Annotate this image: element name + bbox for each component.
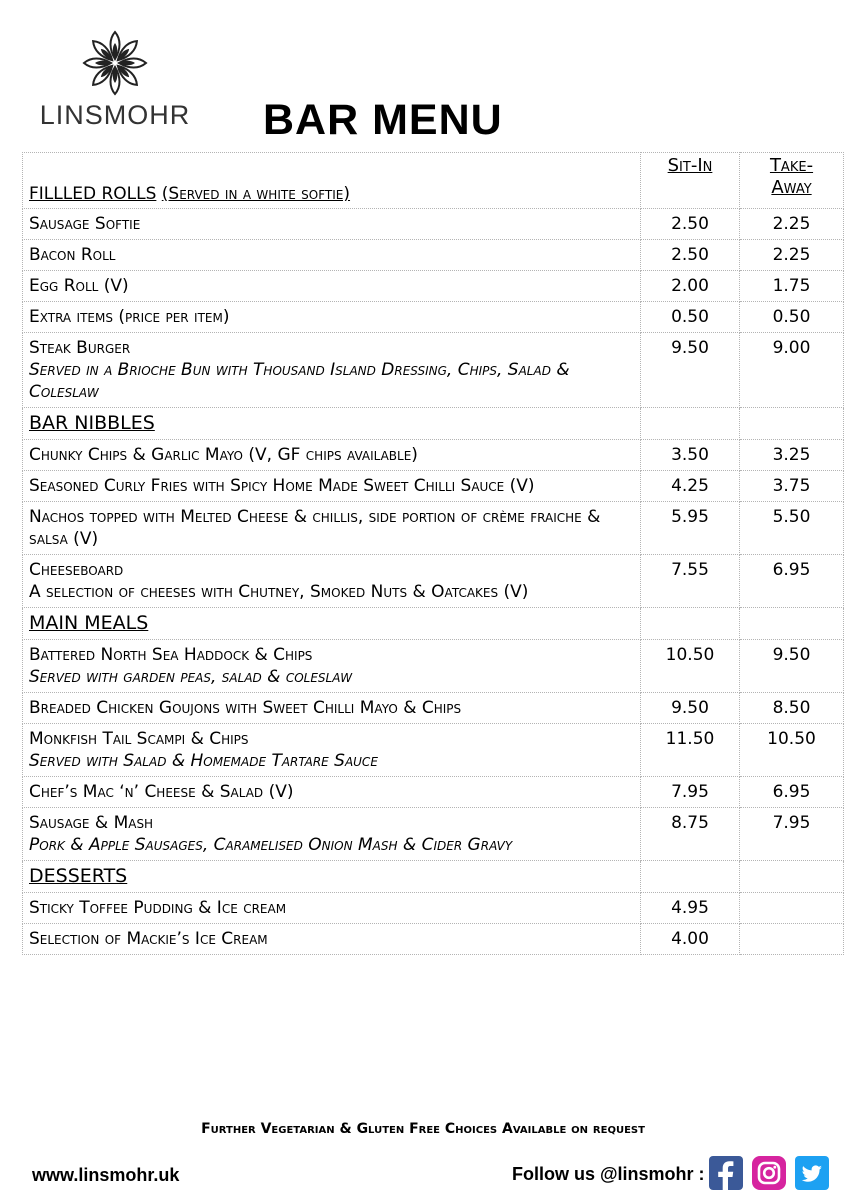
take-away-column-header — [740, 153, 844, 209]
menu-item-name: Bacon Roll — [29, 245, 116, 265]
section-heading-row — [23, 861, 844, 893]
menu-item-name: Seasoned Curly Fries with Spicy Home Made Sweet Chilli Sauce (V) — [29, 476, 535, 496]
menu-item-cell — [23, 471, 641, 502]
menu-item-cell — [23, 893, 641, 924]
take-away-price: 1.75 — [740, 271, 844, 302]
menu-item-name: Chunky Chips & Garlic Mayo (V, GF chips available) — [29, 445, 418, 465]
menu-item-row — [23, 471, 844, 502]
take-away-header-line1: Take- — [769, 155, 814, 176]
take-away-price: 8.50 — [740, 693, 844, 724]
sit-in-column-header: Sit-In — [641, 153, 740, 209]
sit-in-price: 5.95 — [641, 502, 740, 555]
follow-text: Follow us @linsmohr : — [512, 1164, 705, 1184]
sit-in-price: 4.00 — [641, 924, 740, 955]
take-away-header-line2: Away — [771, 177, 812, 198]
menu-item-name: Steak Burger — [29, 338, 131, 358]
menu-item-name: Breaded Chicken Goujons with Sweet Chilli Mayo & Chips — [29, 698, 462, 718]
empty-price-cell — [641, 608, 740, 640]
menu-item-row — [23, 502, 844, 555]
take-away-price: 6.95 — [740, 777, 844, 808]
flower-logo-icon — [82, 30, 148, 96]
menu-item-row — [23, 893, 844, 924]
sit-in-price: 7.55 — [641, 555, 740, 608]
section-heading-cell — [23, 153, 641, 209]
menu-item-cell — [23, 271, 641, 302]
sit-in-price: 8.75 — [641, 808, 740, 861]
section-heading: FILLLED ROLLS — [29, 184, 157, 204]
twitter-icon[interactable] — [795, 1156, 829, 1190]
sit-in-price: 2.00 — [641, 271, 740, 302]
take-away-price: 3.75 — [740, 471, 844, 502]
menu-item-name: Monkfish Tail Scampi & Chips — [29, 729, 249, 749]
menu-item-row — [23, 724, 844, 777]
take-away-price: 3.25 — [740, 440, 844, 471]
menu-item-row — [23, 209, 844, 240]
take-away-price: 10.50 — [740, 724, 844, 777]
instagram-icon[interactable] — [752, 1156, 786, 1190]
take-away-price: 2.25 — [740, 209, 844, 240]
menu-item-cell — [23, 777, 641, 808]
take-away-price: 5.50 — [740, 502, 844, 555]
menu-item-cell — [23, 693, 641, 724]
sit-in-price: 4.25 — [641, 471, 740, 502]
menu-item-row — [23, 777, 844, 808]
empty-price-cell — [641, 861, 740, 893]
menu-item-row — [23, 302, 844, 333]
sit-in-price: 11.50 — [641, 724, 740, 777]
empty-price-cell — [740, 408, 844, 440]
menu-item-detail: A selection of cheeses with Chutney, Smoked Nuts & Oatcakes (V) — [29, 582, 529, 602]
section-heading: DESSERTS — [29, 865, 128, 887]
sit-in-price: 3.50 — [641, 440, 740, 471]
brand-name: LINSMOHR — [39, 100, 191, 130]
empty-price-cell — [641, 408, 740, 440]
menu-item-name: Cheeseboard — [29, 560, 124, 580]
menu-item-name: Extra items (price per item) — [29, 307, 230, 327]
take-away-price — [740, 893, 844, 924]
menu-item-name: Selection of Mackie’s Ice Cream — [29, 929, 268, 949]
sit-in-price: 9.50 — [641, 693, 740, 724]
menu-item-row — [23, 693, 844, 724]
sit-in-price: 4.95 — [641, 893, 740, 924]
menu-item-row — [23, 924, 844, 955]
section-heading-cell — [23, 608, 641, 640]
menu-item-name: Sausage & Mash — [29, 813, 154, 833]
menu-item-cell — [23, 302, 641, 333]
menu-item-name: Sausage Softie — [29, 214, 141, 234]
empty-price-cell — [740, 608, 844, 640]
menu-item-name: Egg Roll (V) — [29, 276, 129, 296]
menu-body — [23, 153, 844, 955]
logo — [30, 30, 200, 131]
take-away-price: 0.50 — [740, 302, 844, 333]
menu-item-row — [23, 555, 844, 608]
menu-item-cell — [23, 724, 641, 777]
empty-price-cell — [740, 861, 844, 893]
header-row — [23, 153, 844, 209]
sit-in-price: 10.50 — [641, 640, 740, 693]
page-title: BAR MENU — [263, 96, 503, 144]
menu-item-row — [23, 333, 844, 408]
section-heading-cell — [23, 408, 641, 440]
take-away-price: 2.25 — [740, 240, 844, 271]
menu-item-cell — [23, 924, 641, 955]
menu-item-description: Pork & Apple Sausages, Caramelised Onion Mash & Cider Gravy — [29, 835, 513, 855]
take-away-price: 6.95 — [740, 555, 844, 608]
take-away-price: 9.50 — [740, 640, 844, 693]
take-away-price: 9.00 — [740, 333, 844, 408]
menu-item-cell — [23, 440, 641, 471]
section-heading: MAIN MEALS — [29, 612, 149, 634]
menu-item-cell — [23, 640, 641, 693]
menu-item-row — [23, 240, 844, 271]
menu-item-cell — [23, 209, 641, 240]
menu-item-description: Served with garden peas, salad & coleslaw — [29, 667, 353, 687]
section-heading-cell — [23, 861, 641, 893]
menu-item-cell — [23, 808, 641, 861]
take-away-price: 7.95 — [740, 808, 844, 861]
menu-item-row — [23, 640, 844, 693]
menu-item-cell — [23, 333, 641, 408]
sit-in-price: 0.50 — [641, 302, 740, 333]
facebook-icon[interactable] — [709, 1156, 743, 1190]
section-heading: BAR NIBBLES — [29, 412, 155, 434]
sit-in-price: 2.50 — [641, 240, 740, 271]
menu-item-row — [23, 440, 844, 471]
menu-item-name: Sticky Toffee Pudding & Ice cream — [29, 898, 287, 918]
menu-item-cell — [23, 240, 641, 271]
menu-item-cell — [23, 555, 641, 608]
menu-table — [22, 152, 844, 955]
menu-item-name: Battered North Sea Haddock & Chips — [29, 645, 313, 665]
section-heading-row — [23, 608, 844, 640]
sit-in-price: 9.50 — [641, 333, 740, 408]
menu-item-cell — [23, 502, 641, 555]
website-link[interactable]: www.linsmohr.uk — [32, 1165, 180, 1185]
menu-item-row — [23, 808, 844, 861]
menu-item-name: Chef’s Mac ‘n’ Cheese & Salad (V) — [29, 782, 294, 802]
take-away-price — [740, 924, 844, 955]
section-heading-note: (Served in a white softie) — [161, 184, 351, 204]
sit-in-price: 7.95 — [641, 777, 740, 808]
section-heading-row — [23, 408, 844, 440]
menu-item-row — [23, 271, 844, 302]
menu-item-description: Served with Salad & Homemade Tartare Sauce — [29, 751, 378, 771]
menu-item-description: Served in a Brioche Bun with Thousand Island Dressing, Chips, Salad & Coleslaw — [29, 360, 570, 402]
sit-in-price: 2.50 — [641, 209, 740, 240]
menu-item-name: Nachos topped with Melted Cheese & chillis, side portion of crème fraiche & salsa (V) — [29, 507, 601, 549]
footnote: Further Vegetarian & Gluten Free Choices Available on request — [201, 1121, 645, 1137]
